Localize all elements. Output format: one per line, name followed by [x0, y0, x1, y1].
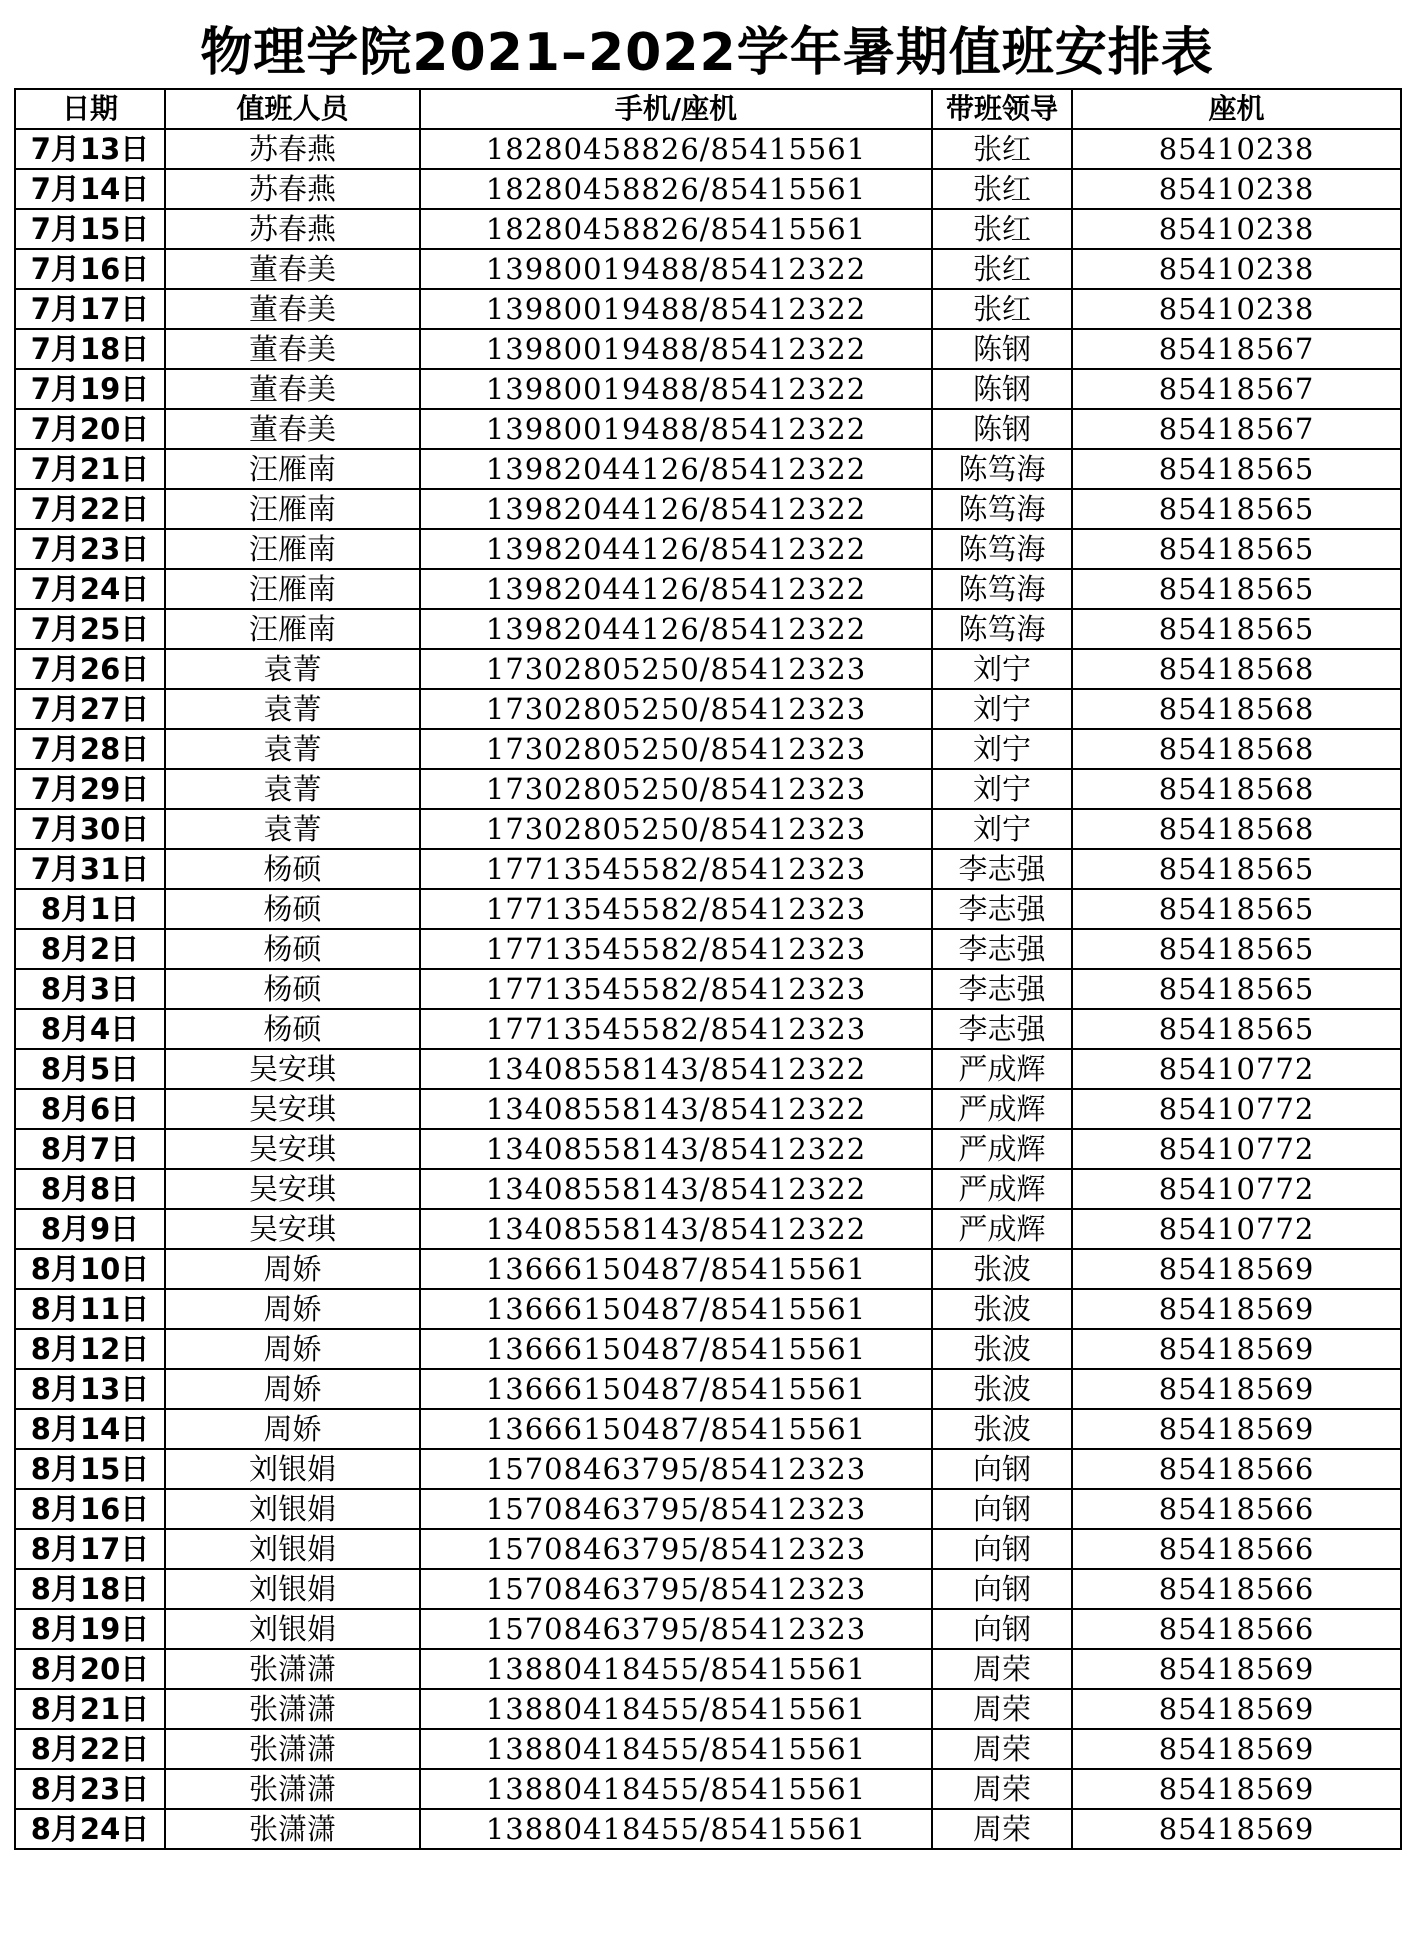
staff-cell: 张潇潇 [165, 1689, 420, 1729]
staff-cell: 苏春燕 [165, 169, 420, 209]
leader-cell: 陈钢 [932, 409, 1072, 449]
staff-cell: 周娇 [165, 1249, 420, 1289]
landline-cell: 85410772 [1072, 1209, 1401, 1249]
duty-schedule-table [14, 88, 1402, 1850]
phone-cell: 13880418455/85415561 [420, 1809, 932, 1849]
table-row [15, 729, 1401, 769]
phone-cell: 18280458826/85415561 [420, 209, 932, 249]
leader-cell: 张波 [932, 1289, 1072, 1329]
staff-cell: 汪雁南 [165, 569, 420, 609]
table-row [15, 1569, 1401, 1609]
table-row [15, 129, 1401, 169]
landline-cell: 85418568 [1072, 729, 1401, 769]
landline-cell: 85418569 [1072, 1809, 1401, 1849]
date-cell: 8月16日 [15, 1489, 165, 1529]
date-cell: 7月14日 [15, 169, 165, 209]
date-cell: 8月17日 [15, 1529, 165, 1569]
date-cell: 8月15日 [15, 1449, 165, 1489]
leader-cell: 张波 [932, 1369, 1072, 1409]
landline-cell: 85418567 [1072, 329, 1401, 369]
landline-cell: 85418565 [1072, 529, 1401, 569]
date-cell: 7月22日 [15, 489, 165, 529]
phone-cell: 13666150487/85415561 [420, 1409, 932, 1449]
leader-cell: 向钢 [932, 1449, 1072, 1489]
landline-cell: 85418565 [1072, 569, 1401, 609]
staff-cell: 汪雁南 [165, 449, 420, 489]
leader-cell: 李志强 [932, 929, 1072, 969]
table-row [15, 529, 1401, 569]
table-row [15, 1649, 1401, 1689]
table-row [15, 1769, 1401, 1809]
phone-cell: 13880418455/85415561 [420, 1649, 932, 1689]
staff-cell: 汪雁南 [165, 609, 420, 649]
date-cell: 8月5日 [15, 1049, 165, 1089]
leader-cell: 张红 [932, 249, 1072, 289]
table-row [15, 1809, 1401, 1849]
table-row [15, 1329, 1401, 1369]
staff-cell: 杨硕 [165, 849, 420, 889]
date-cell: 8月24日 [15, 1809, 165, 1849]
schedule-body [15, 129, 1401, 1849]
leader-cell: 向钢 [932, 1569, 1072, 1609]
table-row [15, 689, 1401, 729]
table-row [15, 1089, 1401, 1129]
landline-cell: 85418567 [1072, 369, 1401, 409]
leader-cell: 刘宁 [932, 729, 1072, 769]
landline-cell: 85418569 [1072, 1329, 1401, 1369]
phone-cell: 17302805250/85412323 [420, 809, 932, 849]
landline-cell: 85410772 [1072, 1089, 1401, 1129]
leader-cell: 刘宁 [932, 769, 1072, 809]
leader-cell: 严成辉 [932, 1049, 1072, 1089]
leader-cell: 张波 [932, 1249, 1072, 1289]
staff-cell: 刘银娟 [165, 1529, 420, 1569]
leader-cell: 张红 [932, 169, 1072, 209]
leader-cell: 李志强 [932, 1009, 1072, 1049]
phone-cell: 13880418455/85415561 [420, 1769, 932, 1809]
landline-cell: 85418567 [1072, 409, 1401, 449]
landline-cell: 85418569 [1072, 1649, 1401, 1689]
landline-cell: 85418565 [1072, 1009, 1401, 1049]
landline-cell: 85418569 [1072, 1689, 1401, 1729]
leader-cell: 陈钢 [932, 369, 1072, 409]
landline-cell: 85418565 [1072, 489, 1401, 529]
date-cell: 8月8日 [15, 1169, 165, 1209]
table-row [15, 569, 1401, 609]
leader-cell: 陈笃海 [932, 489, 1072, 529]
date-cell: 8月21日 [15, 1689, 165, 1729]
landline-cell: 85410772 [1072, 1129, 1401, 1169]
date-cell: 7月25日 [15, 609, 165, 649]
leader-cell: 严成辉 [932, 1209, 1072, 1249]
header-staff: 值班人员 [165, 89, 420, 129]
date-cell: 8月18日 [15, 1569, 165, 1609]
leader-cell: 张红 [932, 129, 1072, 169]
leader-cell: 周荣 [932, 1809, 1072, 1849]
date-cell: 7月27日 [15, 689, 165, 729]
phone-cell: 17302805250/85412323 [420, 769, 932, 809]
phone-cell: 17302805250/85412323 [420, 689, 932, 729]
phone-cell: 15708463795/85412323 [420, 1529, 932, 1569]
table-row [15, 1449, 1401, 1489]
landline-cell: 85418565 [1072, 849, 1401, 889]
staff-cell: 董春美 [165, 249, 420, 289]
date-cell: 7月30日 [15, 809, 165, 849]
date-cell: 7月31日 [15, 849, 165, 889]
leader-cell: 陈笃海 [932, 449, 1072, 489]
date-cell: 8月20日 [15, 1649, 165, 1689]
phone-cell: 13880418455/85415561 [420, 1729, 932, 1769]
header-landline: 座机 [1072, 89, 1401, 129]
phone-cell: 13666150487/85415561 [420, 1329, 932, 1369]
header-date: 日期 [15, 89, 165, 129]
landline-cell: 85418569 [1072, 1289, 1401, 1329]
landline-cell: 85410238 [1072, 129, 1401, 169]
landline-cell: 85410238 [1072, 169, 1401, 209]
phone-cell: 17713545582/85412323 [420, 849, 932, 889]
staff-cell: 董春美 [165, 369, 420, 409]
date-cell: 8月2日 [15, 929, 165, 969]
landline-cell: 85418566 [1072, 1569, 1401, 1609]
landline-cell: 85410238 [1072, 289, 1401, 329]
leader-cell: 周荣 [932, 1729, 1072, 1769]
leader-cell: 李志强 [932, 889, 1072, 929]
table-row [15, 249, 1401, 289]
table-row [15, 1409, 1401, 1449]
date-cell: 8月12日 [15, 1329, 165, 1369]
landline-cell: 85418565 [1072, 889, 1401, 929]
staff-cell: 袁菁 [165, 649, 420, 689]
table-row [15, 1009, 1401, 1049]
staff-cell: 袁菁 [165, 769, 420, 809]
landline-cell: 85418569 [1072, 1369, 1401, 1409]
table-row [15, 1729, 1401, 1769]
date-cell: 8月4日 [15, 1009, 165, 1049]
landline-cell: 85418569 [1072, 1769, 1401, 1809]
phone-cell: 13982044126/85412322 [420, 529, 932, 569]
landline-cell: 85418569 [1072, 1409, 1401, 1449]
leader-cell: 张波 [932, 1409, 1072, 1449]
table-row [15, 1529, 1401, 1569]
staff-cell: 吴安琪 [165, 1089, 420, 1129]
date-cell: 8月9日 [15, 1209, 165, 1249]
phone-cell: 13408558143/85412322 [420, 1089, 932, 1129]
staff-cell: 吴安琪 [165, 1209, 420, 1249]
phone-cell: 15708463795/85412323 [420, 1489, 932, 1529]
phone-cell: 13982044126/85412322 [420, 569, 932, 609]
table-row [15, 769, 1401, 809]
staff-cell: 周娇 [165, 1409, 420, 1449]
phone-cell: 13408558143/85412322 [420, 1169, 932, 1209]
staff-cell: 刘银娟 [165, 1609, 420, 1649]
leader-cell: 陈笃海 [932, 529, 1072, 569]
staff-cell: 吴安琪 [165, 1049, 420, 1089]
leader-cell: 陈笃海 [932, 609, 1072, 649]
table-row [15, 929, 1401, 969]
phone-cell: 13666150487/85415561 [420, 1369, 932, 1409]
phone-cell: 15708463795/85412323 [420, 1609, 932, 1649]
landline-cell: 85418565 [1072, 449, 1401, 489]
table-row [15, 329, 1401, 369]
phone-cell: 13408558143/85412322 [420, 1209, 932, 1249]
date-cell: 7月18日 [15, 329, 165, 369]
table-row [15, 1209, 1401, 1249]
staff-cell: 杨硕 [165, 889, 420, 929]
staff-cell: 袁菁 [165, 729, 420, 769]
phone-cell: 15708463795/85412323 [420, 1569, 932, 1609]
date-cell: 7月29日 [15, 769, 165, 809]
date-cell: 7月21日 [15, 449, 165, 489]
date-cell: 8月22日 [15, 1729, 165, 1769]
landline-cell: 85418568 [1072, 769, 1401, 809]
leader-cell: 严成辉 [932, 1129, 1072, 1169]
table-row [15, 649, 1401, 689]
landline-cell: 85418568 [1072, 809, 1401, 849]
leader-cell: 严成辉 [932, 1169, 1072, 1209]
table-row [15, 1289, 1401, 1329]
staff-cell: 杨硕 [165, 1009, 420, 1049]
leader-cell: 向钢 [932, 1489, 1072, 1529]
leader-cell: 张红 [932, 289, 1072, 329]
table-row [15, 969, 1401, 1009]
staff-cell: 苏春燕 [165, 129, 420, 169]
phone-cell: 17713545582/85412323 [420, 929, 932, 969]
table-row [15, 209, 1401, 249]
date-cell: 8月13日 [15, 1369, 165, 1409]
date-cell: 8月19日 [15, 1609, 165, 1649]
landline-cell: 85410238 [1072, 209, 1401, 249]
table-row [15, 169, 1401, 209]
phone-cell: 13982044126/85412322 [420, 489, 932, 529]
leader-cell: 张红 [932, 209, 1072, 249]
leader-cell: 陈钢 [932, 329, 1072, 369]
date-cell: 7月20日 [15, 409, 165, 449]
phone-cell: 13982044126/85412322 [420, 609, 932, 649]
leader-cell: 刘宁 [932, 809, 1072, 849]
leader-cell: 张波 [932, 1329, 1072, 1369]
table-row [15, 1129, 1401, 1169]
table-row [15, 1049, 1401, 1089]
date-cell: 7月24日 [15, 569, 165, 609]
leader-cell: 刘宁 [932, 689, 1072, 729]
table-row [15, 849, 1401, 889]
table-row [15, 449, 1401, 489]
staff-cell: 周娇 [165, 1329, 420, 1369]
staff-cell: 张潇潇 [165, 1809, 420, 1849]
landline-cell: 85418569 [1072, 1729, 1401, 1769]
date-cell: 8月7日 [15, 1129, 165, 1169]
staff-cell: 董春美 [165, 409, 420, 449]
phone-cell: 13980019488/85412322 [420, 249, 932, 289]
table-row [15, 1489, 1401, 1529]
staff-cell: 杨硕 [165, 969, 420, 1009]
staff-cell: 刘银娟 [165, 1489, 420, 1529]
table-row [15, 1369, 1401, 1409]
leader-cell: 李志强 [932, 969, 1072, 1009]
staff-cell: 董春美 [165, 329, 420, 369]
landline-cell: 85418566 [1072, 1609, 1401, 1649]
phone-cell: 18280458826/85415561 [420, 169, 932, 209]
staff-cell: 张潇潇 [165, 1649, 420, 1689]
date-cell: 8月11日 [15, 1289, 165, 1329]
date-cell: 7月16日 [15, 249, 165, 289]
leader-cell: 向钢 [932, 1529, 1072, 1569]
header-leader: 带班领导 [932, 89, 1072, 129]
landline-cell: 85418569 [1072, 1249, 1401, 1289]
phone-cell: 13980019488/85412322 [420, 329, 932, 369]
date-cell: 7月13日 [15, 129, 165, 169]
phone-cell: 17302805250/85412323 [420, 649, 932, 689]
header-phone: 手机/座机 [420, 89, 932, 129]
leader-cell: 李志强 [932, 849, 1072, 889]
landline-cell: 85418565 [1072, 929, 1401, 969]
staff-cell: 周娇 [165, 1369, 420, 1409]
phone-cell: 17713545582/85412323 [420, 1009, 932, 1049]
landline-cell: 85418568 [1072, 649, 1401, 689]
leader-cell: 严成辉 [932, 1089, 1072, 1129]
staff-cell: 张潇潇 [165, 1769, 420, 1809]
phone-cell: 13666150487/85415561 [420, 1289, 932, 1329]
phone-cell: 17302805250/85412323 [420, 729, 932, 769]
table-row [15, 1169, 1401, 1209]
table-row [15, 889, 1401, 929]
table-row [15, 1609, 1401, 1649]
landline-cell: 85418566 [1072, 1449, 1401, 1489]
date-cell: 8月14日 [15, 1409, 165, 1449]
date-cell: 7月23日 [15, 529, 165, 569]
staff-cell: 董春美 [165, 289, 420, 329]
landline-cell: 85418565 [1072, 969, 1401, 1009]
staff-cell: 周娇 [165, 1289, 420, 1329]
date-cell: 8月6日 [15, 1089, 165, 1129]
table-row [15, 1249, 1401, 1289]
phone-cell: 13666150487/85415561 [420, 1249, 932, 1289]
landline-cell: 85418568 [1072, 689, 1401, 729]
date-cell: 7月26日 [15, 649, 165, 689]
phone-cell: 13408558143/85412322 [420, 1129, 932, 1169]
staff-cell: 刘银娟 [165, 1449, 420, 1489]
leader-cell: 周荣 [932, 1649, 1072, 1689]
phone-cell: 13408558143/85412322 [420, 1049, 932, 1089]
staff-cell: 杨硕 [165, 929, 420, 969]
date-cell: 7月28日 [15, 729, 165, 769]
date-cell: 7月15日 [15, 209, 165, 249]
phone-cell: 13980019488/85412322 [420, 289, 932, 329]
staff-cell: 袁菁 [165, 689, 420, 729]
table-row [15, 809, 1401, 849]
table-row [15, 289, 1401, 329]
staff-cell: 袁菁 [165, 809, 420, 849]
phone-cell: 17713545582/85412323 [420, 969, 932, 1009]
phone-cell: 13982044126/85412322 [420, 449, 932, 489]
landline-cell: 85418566 [1072, 1529, 1401, 1569]
staff-cell: 汪雁南 [165, 489, 420, 529]
phone-cell: 13980019488/85412322 [420, 369, 932, 409]
leader-cell: 陈笃海 [932, 569, 1072, 609]
leader-cell: 周荣 [932, 1769, 1072, 1809]
header-row [15, 89, 1401, 129]
landline-cell: 85418565 [1072, 609, 1401, 649]
document-title: 物理学院2021–2022学年暑期值班安排表 [200, 22, 1214, 83]
date-cell: 8月3日 [15, 969, 165, 1009]
table-row [15, 1689, 1401, 1729]
staff-cell: 苏春燕 [165, 209, 420, 249]
date-cell: 8月10日 [15, 1249, 165, 1289]
table-row [15, 369, 1401, 409]
date-cell: 7月17日 [15, 289, 165, 329]
leader-cell: 刘宁 [932, 649, 1072, 689]
date-cell: 8月1日 [15, 889, 165, 929]
staff-cell: 吴安琪 [165, 1129, 420, 1169]
landline-cell: 85410238 [1072, 249, 1401, 289]
staff-cell: 吴安琪 [165, 1169, 420, 1209]
table-row [15, 409, 1401, 449]
landline-cell: 85410772 [1072, 1049, 1401, 1089]
leader-cell: 向钢 [932, 1609, 1072, 1649]
staff-cell: 汪雁南 [165, 529, 420, 569]
table-row [15, 609, 1401, 649]
phone-cell: 17713545582/85412323 [420, 889, 932, 929]
date-cell: 8月23日 [15, 1769, 165, 1809]
staff-cell: 张潇潇 [165, 1729, 420, 1769]
table-row [15, 489, 1401, 529]
phone-cell: 18280458826/85415561 [420, 129, 932, 169]
landline-cell: 85418566 [1072, 1489, 1401, 1529]
phone-cell: 13880418455/85415561 [420, 1689, 932, 1729]
phone-cell: 13980019488/85412322 [420, 409, 932, 449]
staff-cell: 刘银娟 [165, 1569, 420, 1609]
landline-cell: 85410772 [1072, 1169, 1401, 1209]
leader-cell: 周荣 [932, 1689, 1072, 1729]
phone-cell: 15708463795/85412323 [420, 1449, 932, 1489]
date-cell: 7月19日 [15, 369, 165, 409]
